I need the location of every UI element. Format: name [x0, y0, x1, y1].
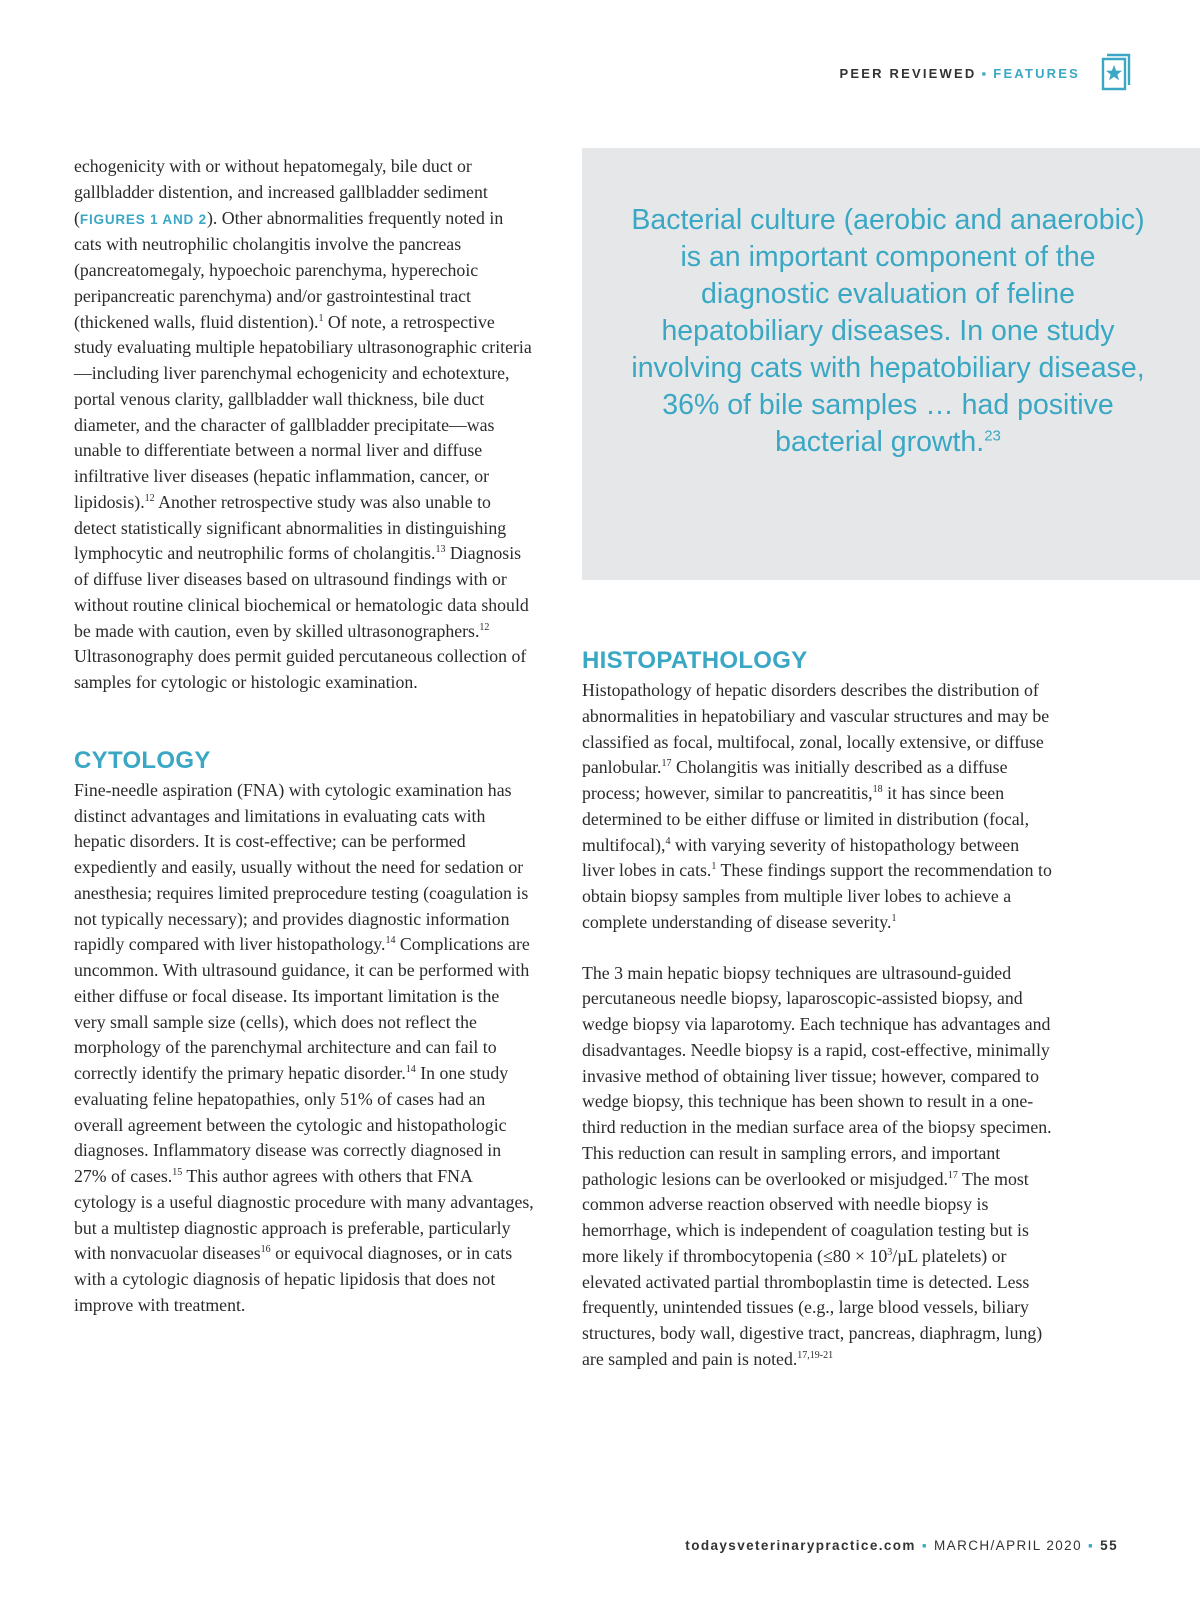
citation: 1	[318, 312, 324, 324]
footer-separator: ▪	[1087, 1538, 1095, 1553]
cytology-heading: CYTOLOGY	[74, 746, 211, 774]
footer-separator: ▪	[921, 1538, 929, 1553]
citation: 1	[891, 912, 897, 924]
citation: 14	[385, 935, 396, 947]
figure-reference-link[interactable]: FIGURES 1 AND 2	[79, 211, 207, 227]
right-column	[582, 646, 1052, 1373]
running-header	[840, 66, 1080, 81]
citation: 12	[144, 492, 155, 504]
histopathology-paragraph: Histopathology of hepatic disorders describes the distribution of abnormalities in hepatobiliary and vascular structures and may be classified as focal, multifocal, zonal, locally extensive, or diffuse panlobular.$^{17}$ Cholangitis was initially described as a diffuse process; however, similar to pancreatitis,$^{18}$ it has since been determined to be either diffuse or limited in distribution (focal, multifocal),$^4$ with varying severity of histopathology between liver lobes in cats.$^1$ These findings support the recommendation to obtain biopsy samples from multiple liver lobes to achieve a complete understanding of disease severity.$^1$	[582, 680, 1052, 932]
page-number: 55	[1100, 1538, 1118, 1553]
issue-date: MARCH/APRIL 2020	[934, 1538, 1082, 1553]
citation: 17,19-21	[797, 1349, 834, 1361]
citation: 14	[405, 1064, 416, 1076]
biopsy-techniques-paragraph: The 3 main hepatic biopsy techniques are ultrasound-guided percutaneous needle biopsy, laparoscopic-assisted biopsy, and wedge biopsy via laparotomy. Each technique has advantages and disadvantages. Needle biopsy is a rapid, cost-effective, minimally invasive method of obtaining liver tissue; however, compared to wedge biopsy, this technique has been shown to result in a one-third reduction in the median surface area of the biopsy specimen. This reduction can result in sampling errors, and important pathologic lesions can be overlooked or misjudged.$^{17}$ The most common adverse reaction observed with needle biopsy is hemorrhage, which is independent of coagulation testing but is more likely if thrombocytopenia ($\le 80 \times 10^3/\mu L$ platelets) or elevated activated partial thromboplastin time is detected. Less frequently, unintended tissues (e.g., large blood vessels, biliary structures, body wall, digestive tract, pancreas, diaphragm, lung) are sampled and pain is noted.$^{17,19-21}$	[582, 962, 1052, 1369]
citation: 18	[872, 784, 883, 796]
ultrasound-paragraph: echogenicity with or without hepatomegaly, bile duct or gallbladder distention, and increased gallbladder sediment (FIGURES 1 AND 2). Other abnormalities frequently noted in cats with neutrophilic cholangitis involve the pancreas (pancreatomegaly, hypoechoic parenchyma, hyperechoic peripancreatic parenchyma) and/or gastrointestinal tract (thickened walls, fluid distention).$^1$ Of note, a retrospective study evaluating multiple hepatobiliary ultrasonographic criteria—including liver parenchymal echogenicity and echotexture, portal venous clarity, gallbladder wall thickness, bile duct diameter, and the character of gallbladder precipitate—was unable to differentiate between a normal liver and diffuse infiltrative liver diseases (hepatic inflammation, cancer, or lipidosis).$^{12}$ Another retrospective study was also unable to detect statistically significant abnormalities in distinguishing lymphocytic and neutrophilic forms of cholangitis.$^{13}$ Diagnosis of diffuse liver diseases based on ultrasound findings with or without routine clinical biochemical or hematologic data should be made with caution, even by skilled ultrasonographers.$^{12}$ Ultrasonography does permit guided percutaneous collection of samples for cytologic or histologic examination.	[74, 156, 532, 692]
citation: 12	[479, 621, 490, 633]
section-label: PEER REVIEWED	[839, 66, 977, 81]
pull-quote-box	[582, 148, 1200, 580]
citation: 17	[947, 1169, 958, 1181]
citation: 16	[260, 1244, 271, 1256]
header-separator: ▪	[981, 66, 989, 81]
citation: 1	[711, 861, 717, 873]
pull-quote-text: Bacterial culture (aerobic and anaerobic) is an important component of the diagnostic evaluation of feline hepatobiliary diseases. In one study involving cats with hepatobiliary disease, 36% of bile samples … had positive bacterial growth.$^{23}$	[631, 204, 1145, 458]
citation: 17	[661, 758, 672, 770]
citation: 4	[665, 835, 671, 847]
citation: 13	[435, 544, 446, 556]
histopathology-heading: HISTOPATHOLOGY	[582, 647, 808, 674]
page-footer	[685, 1538, 1118, 1553]
citation: 15	[172, 1167, 183, 1179]
left-column	[74, 154, 534, 1319]
book-star-icon	[1098, 52, 1134, 92]
superscript-exponent: 3	[887, 1246, 893, 1258]
website-link[interactable]: todaysveterinarypractice.com	[685, 1538, 916, 1553]
citation: 23	[984, 427, 1001, 445]
cytology-paragraph: Fine-needle aspiration (FNA) with cytologic examination has distinct advantages and limitations in evaluating cats with hepatic disorders. It is cost-effective; can be performed expediently and easily, usually without the need for sedation or anesthesia; requires limited preprocedure testing (coagulation is not typically necessary); and provides diagnostic information rapidly compared with liver histopathology.$^{14}$ Complications are uncommon. With ultrasound guidance, it can be performed with either diffuse or focal disease. Its important limitation is the very small sample size (cells), which does not reflect the morphology of the parenchymal architecture and can fail to correctly identify the primary hepatic disorder.$^{14}$ In one study evaluating feline hepatopathies, only 51% of cases had an overall agreement between the cytologic and histopathologic diagnoses. Inflammatory disease was correctly diagnosed in 27% of cases.$^{15}$ This author agrees with others that FNA cytology is a useful diagnostic procedure with many advantages, but a multistep diagnostic approach is preferable, particularly with nonvacuolar diseases$^{16}$ or equivocal diagnoses, or in cats with a cytologic diagnosis of hepatic lipidosis that does not improve with treatment.	[74, 779, 534, 1315]
category-label: FEATURES	[993, 66, 1080, 81]
